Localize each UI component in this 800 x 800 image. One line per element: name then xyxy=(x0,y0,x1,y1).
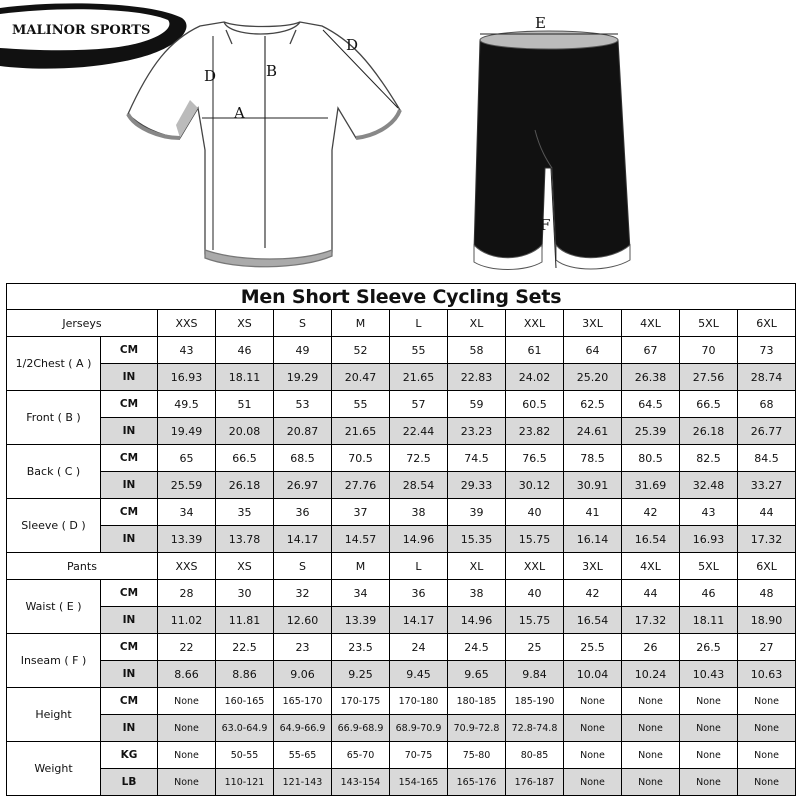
measure-label: Back ( C ) xyxy=(7,445,101,499)
value-cell: 34 xyxy=(332,580,390,607)
value-cell: 35 xyxy=(216,499,274,526)
value-cell: 31.69 xyxy=(622,472,680,499)
pants-size-header-row xyxy=(7,553,796,580)
unit-cm: CM xyxy=(101,445,158,472)
size-header: XXS xyxy=(158,310,216,337)
value-cell: 9.25 xyxy=(332,661,390,688)
value-cell: 50-55 xyxy=(216,742,274,769)
value-cell: 13.78 xyxy=(216,526,274,553)
value-cell: 55 xyxy=(332,391,390,418)
value-cell: None xyxy=(622,715,680,742)
value-cell: 84.5 xyxy=(738,445,796,472)
measure-label: Sleeve ( D ) xyxy=(7,499,101,553)
value-cell: 64 xyxy=(564,337,622,364)
value-cell: 40 xyxy=(506,580,564,607)
table-row xyxy=(7,391,796,418)
size-header: XXS xyxy=(158,553,216,580)
value-cell: 19.29 xyxy=(274,364,332,391)
value-cell: 70.9-72.8 xyxy=(448,715,506,742)
table-row xyxy=(7,499,796,526)
unit-lb: LB xyxy=(101,769,158,796)
jerseys-size-header-row xyxy=(7,310,796,337)
value-cell: 9.06 xyxy=(274,661,332,688)
value-cell: 68.5 xyxy=(274,445,332,472)
value-cell: 26.18 xyxy=(216,472,274,499)
value-cell: 22.83 xyxy=(448,364,506,391)
value-cell: 75-80 xyxy=(448,742,506,769)
size-header: XL xyxy=(448,553,506,580)
pants-section-label: Pants xyxy=(7,553,158,580)
value-cell: 68.9-70.9 xyxy=(390,715,448,742)
size-header: 3XL xyxy=(564,310,622,337)
value-cell: 30.12 xyxy=(506,472,564,499)
value-cell: 28 xyxy=(158,580,216,607)
value-cell: 180-185 xyxy=(448,688,506,715)
value-cell: None xyxy=(738,715,796,742)
value-cell: 110-121 xyxy=(216,769,274,796)
value-cell: 52 xyxy=(332,337,390,364)
table-row xyxy=(7,364,796,391)
value-cell: 170-175 xyxy=(332,688,390,715)
unit-cm: CM xyxy=(101,580,158,607)
value-cell: 25.5 xyxy=(564,634,622,661)
value-cell: 16.14 xyxy=(564,526,622,553)
value-cell: 8.86 xyxy=(216,661,274,688)
value-cell: 67 xyxy=(622,337,680,364)
value-cell: 61 xyxy=(506,337,564,364)
value-cell: 32.48 xyxy=(680,472,738,499)
value-cell: 21.65 xyxy=(332,418,390,445)
value-cell: 23.82 xyxy=(506,418,564,445)
value-cell: 10.24 xyxy=(622,661,680,688)
value-cell: 26.38 xyxy=(622,364,680,391)
value-cell: 36 xyxy=(274,499,332,526)
value-cell: 16.93 xyxy=(680,526,738,553)
label-c: D xyxy=(204,67,217,85)
value-cell: 72.5 xyxy=(390,445,448,472)
value-cell: None xyxy=(158,688,216,715)
value-cell: 58 xyxy=(448,337,506,364)
table-row xyxy=(7,580,796,607)
label-b: B xyxy=(266,62,278,80)
unit-in: IN xyxy=(101,472,158,499)
value-cell: 32 xyxy=(274,580,332,607)
value-cell: 23 xyxy=(274,634,332,661)
value-cell: 72.8-74.8 xyxy=(506,715,564,742)
value-cell: 17.32 xyxy=(738,526,796,553)
value-cell: 73 xyxy=(738,337,796,364)
table-row xyxy=(7,661,796,688)
size-header: XS xyxy=(216,553,274,580)
unit-cm: CM xyxy=(101,499,158,526)
value-cell: 9.84 xyxy=(506,661,564,688)
table-row xyxy=(7,472,796,499)
size-chart-table xyxy=(6,283,796,796)
value-cell: 76.5 xyxy=(506,445,564,472)
value-cell: None xyxy=(564,688,622,715)
value-cell: 70.5 xyxy=(332,445,390,472)
jersey-drawing xyxy=(128,22,400,267)
label-f: F xyxy=(540,216,551,234)
value-cell: 26.18 xyxy=(680,418,738,445)
unit-in: IN xyxy=(101,661,158,688)
value-cell: 38 xyxy=(448,580,506,607)
value-cell: 16.54 xyxy=(564,607,622,634)
value-cell: 160-165 xyxy=(216,688,274,715)
value-cell: 30 xyxy=(216,580,274,607)
value-cell: 60.5 xyxy=(506,391,564,418)
label-a: A xyxy=(234,104,245,122)
value-cell: 55 xyxy=(390,337,448,364)
unit-kg: KG xyxy=(101,742,158,769)
value-cell: 165-170 xyxy=(274,688,332,715)
height-label: Height xyxy=(7,688,101,742)
size-header: XXL xyxy=(506,553,564,580)
value-cell: 74.5 xyxy=(448,445,506,472)
value-cell: 24.02 xyxy=(506,364,564,391)
brand-logo xyxy=(0,3,187,68)
value-cell: 53 xyxy=(274,391,332,418)
value-cell: 63.0-64.9 xyxy=(216,715,274,742)
value-cell: 39 xyxy=(448,499,506,526)
table-row xyxy=(7,418,796,445)
size-header: 6XL xyxy=(738,553,796,580)
value-cell: None xyxy=(680,742,738,769)
value-cell: 9.45 xyxy=(390,661,448,688)
value-cell: 46 xyxy=(680,580,738,607)
size-header: 4XL xyxy=(622,553,680,580)
value-cell: 70-75 xyxy=(390,742,448,769)
value-cell: 38 xyxy=(390,499,448,526)
table-row xyxy=(7,688,796,715)
value-cell: 20.87 xyxy=(274,418,332,445)
value-cell: 80.5 xyxy=(622,445,680,472)
value-cell: None xyxy=(738,769,796,796)
value-cell: 57 xyxy=(390,391,448,418)
value-cell: 65-70 xyxy=(332,742,390,769)
value-cell: 20.47 xyxy=(332,364,390,391)
table-row xyxy=(7,634,796,661)
value-cell: None xyxy=(564,715,622,742)
value-cell: 49 xyxy=(274,337,332,364)
value-cell: 28.74 xyxy=(738,364,796,391)
value-cell: 16.93 xyxy=(158,364,216,391)
unit-in: IN xyxy=(101,607,158,634)
value-cell: 44 xyxy=(738,499,796,526)
value-cell: None xyxy=(158,742,216,769)
value-cell: 15.75 xyxy=(506,526,564,553)
value-cell: None xyxy=(622,688,680,715)
label-e: E xyxy=(535,14,546,32)
value-cell: 55-65 xyxy=(274,742,332,769)
size-header: S xyxy=(274,553,332,580)
value-cell: 26 xyxy=(622,634,680,661)
unit-in: IN xyxy=(101,364,158,391)
value-cell: None xyxy=(680,715,738,742)
value-cell: 80-85 xyxy=(506,742,564,769)
value-cell: 176-187 xyxy=(506,769,564,796)
size-header: 5XL xyxy=(680,553,738,580)
unit-cm: CM xyxy=(101,688,158,715)
value-cell: 30.91 xyxy=(564,472,622,499)
value-cell: 11.02 xyxy=(158,607,216,634)
value-cell: 14.57 xyxy=(332,526,390,553)
size-header: XL xyxy=(448,310,506,337)
value-cell: 14.17 xyxy=(274,526,332,553)
measure-label: Front ( B ) xyxy=(7,391,101,445)
value-cell: 25.39 xyxy=(622,418,680,445)
value-cell: 66.5 xyxy=(680,391,738,418)
value-cell: 9.65 xyxy=(448,661,506,688)
value-cell: 27 xyxy=(738,634,796,661)
size-header: XS xyxy=(216,310,274,337)
value-cell: 64.9-66.9 xyxy=(274,715,332,742)
value-cell: 59 xyxy=(448,391,506,418)
value-cell: 12.60 xyxy=(274,607,332,634)
value-cell: 51 xyxy=(216,391,274,418)
value-cell: 26.97 xyxy=(274,472,332,499)
value-cell: 34 xyxy=(158,499,216,526)
value-cell: 64.5 xyxy=(622,391,680,418)
size-header: XXL xyxy=(506,310,564,337)
measure-label: Waist ( E ) xyxy=(7,580,101,634)
table-row xyxy=(7,607,796,634)
value-cell: 42 xyxy=(564,580,622,607)
value-cell: 24.5 xyxy=(448,634,506,661)
value-cell: 13.39 xyxy=(158,526,216,553)
value-cell: 10.63 xyxy=(738,661,796,688)
value-cell: 37 xyxy=(332,499,390,526)
unit-in: IN xyxy=(101,526,158,553)
table-row xyxy=(7,715,796,742)
value-cell: 65 xyxy=(158,445,216,472)
value-cell: 22 xyxy=(158,634,216,661)
value-cell: 82.5 xyxy=(680,445,738,472)
value-cell: None xyxy=(158,715,216,742)
value-cell: 21.65 xyxy=(390,364,448,391)
measure-label: 1/2Chest ( A ) xyxy=(7,337,101,391)
value-cell: 22.5 xyxy=(216,634,274,661)
value-cell: 66.5 xyxy=(216,445,274,472)
value-cell: 25.20 xyxy=(564,364,622,391)
unit-cm: CM xyxy=(101,634,158,661)
unit-in: IN xyxy=(101,418,158,445)
value-cell: 154-165 xyxy=(390,769,448,796)
value-cell: 24 xyxy=(390,634,448,661)
size-header: L xyxy=(390,310,448,337)
unit-in: IN xyxy=(101,715,158,742)
shorts-drawing xyxy=(474,31,630,270)
value-cell: 10.43 xyxy=(680,661,738,688)
value-cell: None xyxy=(564,769,622,796)
value-cell: 43 xyxy=(158,337,216,364)
value-cell: 44 xyxy=(622,580,680,607)
value-cell: 68 xyxy=(738,391,796,418)
value-cell: 14.96 xyxy=(390,526,448,553)
value-cell: 25.59 xyxy=(158,472,216,499)
value-cell: 78.5 xyxy=(564,445,622,472)
weight-label: Weight xyxy=(7,742,101,796)
unit-cm: CM xyxy=(101,337,158,364)
value-cell: None xyxy=(622,742,680,769)
value-cell: 26.77 xyxy=(738,418,796,445)
value-cell: 16.54 xyxy=(622,526,680,553)
value-cell: 49.5 xyxy=(158,391,216,418)
label-d: D xyxy=(346,36,359,54)
value-cell: 170-180 xyxy=(390,688,448,715)
value-cell: 29.33 xyxy=(448,472,506,499)
table-row xyxy=(7,742,796,769)
value-cell: 10.04 xyxy=(564,661,622,688)
size-diagram xyxy=(0,0,800,275)
value-cell: 40 xyxy=(506,499,564,526)
value-cell: 14.17 xyxy=(390,607,448,634)
value-cell: 24.61 xyxy=(564,418,622,445)
value-cell: 25 xyxy=(506,634,564,661)
value-cell: 27.56 xyxy=(680,364,738,391)
table-row xyxy=(7,526,796,553)
table-row xyxy=(7,337,796,364)
value-cell: 23.5 xyxy=(332,634,390,661)
value-cell: None xyxy=(738,742,796,769)
size-header: S xyxy=(274,310,332,337)
value-cell: 46 xyxy=(216,337,274,364)
value-cell: 18.11 xyxy=(680,607,738,634)
value-cell: 22.44 xyxy=(390,418,448,445)
value-cell: 11.81 xyxy=(216,607,274,634)
size-header: M xyxy=(332,310,390,337)
value-cell: None xyxy=(564,742,622,769)
measure-label: Inseam ( F ) xyxy=(7,634,101,688)
value-cell: None xyxy=(680,688,738,715)
value-cell: 36 xyxy=(390,580,448,607)
value-cell: 18.90 xyxy=(738,607,796,634)
value-cell: 17.32 xyxy=(622,607,680,634)
table-row xyxy=(7,445,796,472)
brand-name: MALINOR SPORTS xyxy=(12,23,151,38)
size-header: L xyxy=(390,553,448,580)
value-cell: 8.66 xyxy=(158,661,216,688)
value-cell: 165-176 xyxy=(448,769,506,796)
value-cell: None xyxy=(158,769,216,796)
value-cell: 15.35 xyxy=(448,526,506,553)
value-cell: 121-143 xyxy=(274,769,332,796)
value-cell: None xyxy=(738,688,796,715)
size-header: 5XL xyxy=(680,310,738,337)
unit-cm: CM xyxy=(101,391,158,418)
value-cell: 18.11 xyxy=(216,364,274,391)
value-cell: 15.75 xyxy=(506,607,564,634)
value-cell: 23.23 xyxy=(448,418,506,445)
value-cell: 20.08 xyxy=(216,418,274,445)
value-cell: 43 xyxy=(680,499,738,526)
value-cell: 48 xyxy=(738,580,796,607)
value-cell: 13.39 xyxy=(332,607,390,634)
value-cell: 62.5 xyxy=(564,391,622,418)
table-title: Men Short Sleeve Cycling Sets xyxy=(7,284,796,310)
value-cell: 185-190 xyxy=(506,688,564,715)
value-cell: 19.49 xyxy=(158,418,216,445)
value-cell: 70 xyxy=(680,337,738,364)
jerseys-section-label: Jerseys xyxy=(7,310,158,337)
value-cell: 42 xyxy=(622,499,680,526)
value-cell: None xyxy=(680,769,738,796)
value-cell: 26.5 xyxy=(680,634,738,661)
value-cell: 143-154 xyxy=(332,769,390,796)
value-cell: None xyxy=(622,769,680,796)
value-cell: 41 xyxy=(564,499,622,526)
title-row xyxy=(7,284,796,310)
size-header: 3XL xyxy=(564,553,622,580)
value-cell: 33.27 xyxy=(738,472,796,499)
size-header: 4XL xyxy=(622,310,680,337)
value-cell: 28.54 xyxy=(390,472,448,499)
value-cell: 66.9-68.9 xyxy=(332,715,390,742)
size-header: 6XL xyxy=(738,310,796,337)
value-cell: 14.96 xyxy=(448,607,506,634)
size-header: M xyxy=(332,553,390,580)
value-cell: 27.76 xyxy=(332,472,390,499)
table-row xyxy=(7,769,796,796)
